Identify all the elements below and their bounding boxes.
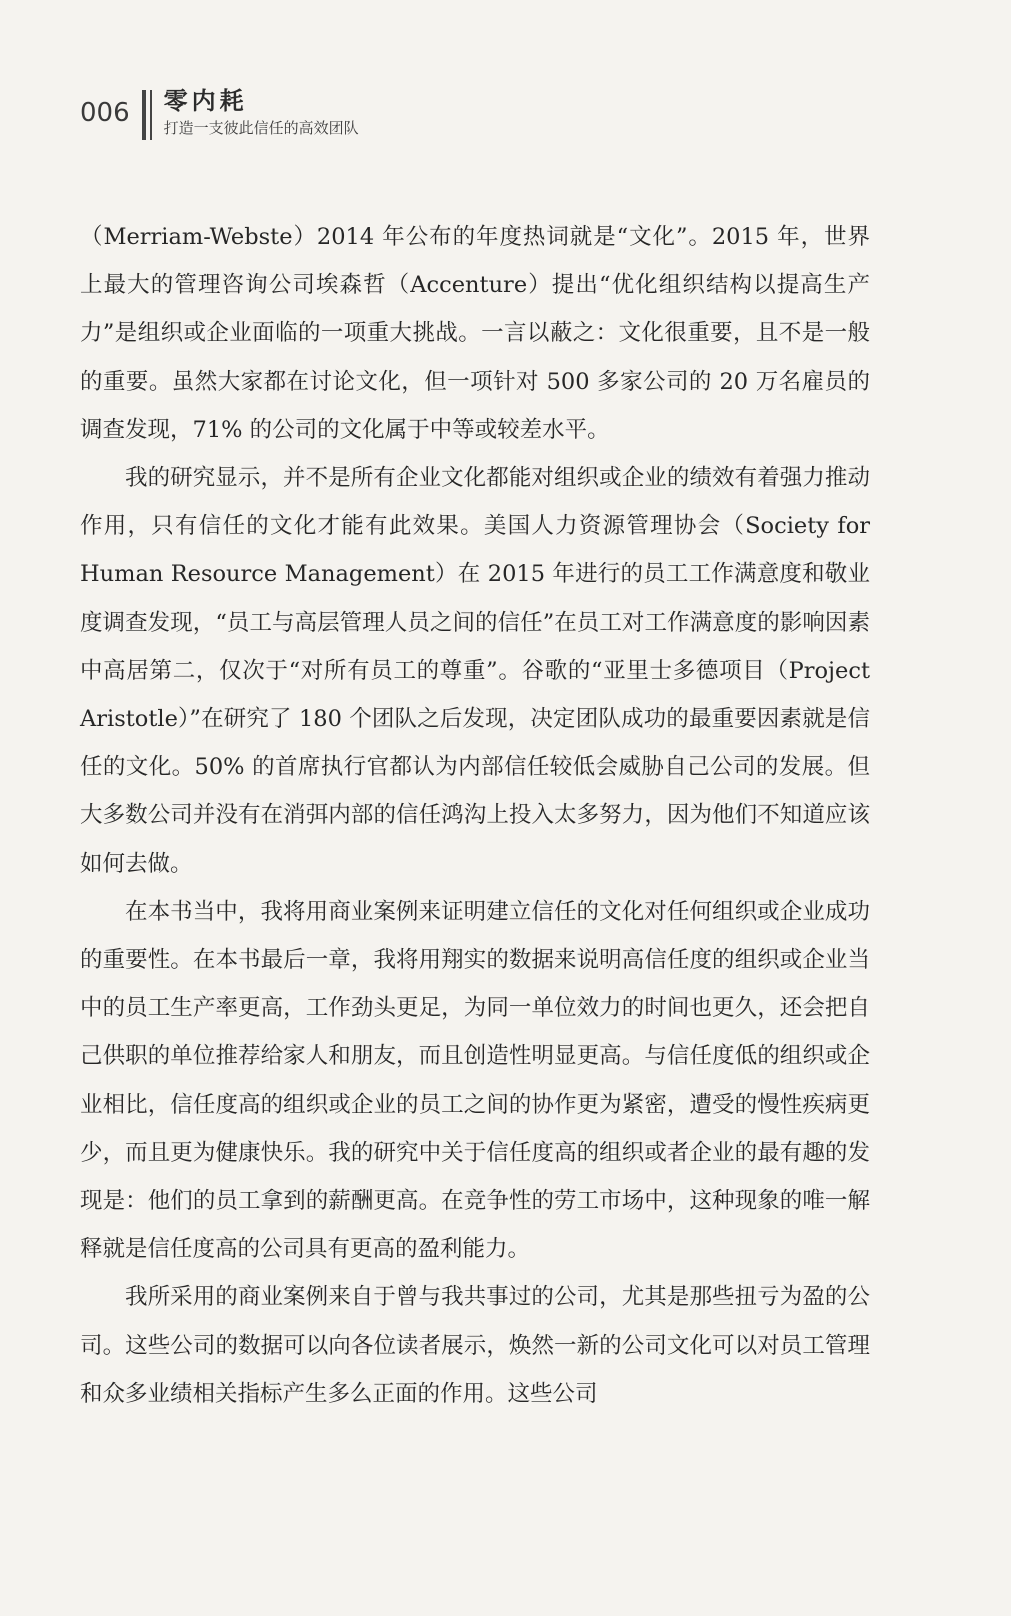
body-text bbox=[80, 213, 870, 1418]
book-title: 零内耗 bbox=[163, 87, 248, 115]
paragraph: 我的研究显示，并不是所有企业文化都能对组织或企业的绩效有着强力推动作用，只有信任的文化才能有此效果。美国人力资源管理协会（Society for Human Resource Management）在 2015 年进行的员工工作满意度和敬业度调查发现，“员工与高层管理人员之间的信任”在员工对工作满意度的影响因素中高居第二，仅次于“对所有员工的尊重”。谷歌的“亚里士多德项目（Project Aristotle）”在研究了 180 个团队之后发现，决定团队成功的最重要因素就是信任的文化。50% 的首席执行官都认为内部信任较低会威胁自己公司的发展。但大多数公司并没有在消弭内部的信任鸿沟上投入太多努力，因为他们不知道应该如何去做。 bbox=[80, 465, 870, 877]
running-head bbox=[80, 86, 359, 146]
paragraph: （Merriam-Webste）2014 年公布的年度热词就是“文化”。2015 年，世界上最大的管理咨询公司埃森哲（Accenture）提出“优化组织结构以提高生产力”是组织或企业面临的一项重大挑战。一言以蔽之：文化很重要，且不是一般的重要。虽然大家都在讨论文化，但一项针对 500 多家公司的 20 万名雇员的调查发现，71% 的公司的文化属于中等或较差水平。 bbox=[80, 224, 870, 443]
book-titles bbox=[164, 86, 359, 138]
book-subtitle: 打造一支彼此信任的高效团队 bbox=[163, 119, 359, 137]
header-divider bbox=[142, 90, 146, 140]
header-divider-thin bbox=[150, 90, 152, 140]
paragraph: 我所采用的商业案例来自于曾与我共事过的公司，尤其是那些扭亏为盈的公司。这些公司的数据可以向各位读者展示，焕然一新的公司文化可以对员工管理和众多业绩相关指标产生多么正面的作用。这些公司 bbox=[80, 1284, 870, 1407]
paragraph: 在本书当中，我将用商业案例来证明建立信任的文化对任何组织或企业成功的重要性。在本书最后一章，我将用翔实的数据来说明高信任度的组织或企业当中的员工生产率更高，工作劲头更足，为同一单位效力的时间也更久，还会把自己供职的单位推荐给家人和朋友，而且创造性明显更高。与信任度低的组织或企业相比，信任度高的组织或企业的员工之间的协作更为紧密，遭受的慢性疾病更少，而且更为健康快乐。我的研究中关于信任度高的组织或者企业的最有趣的发现是：他们的员工拿到的薪酬更高。在竞争性的劳工市场中，这种现象的唯一解释就是信任度高的公司具有更高的盈利能力。 bbox=[80, 898, 870, 1263]
page-number: 006 bbox=[80, 98, 130, 128]
